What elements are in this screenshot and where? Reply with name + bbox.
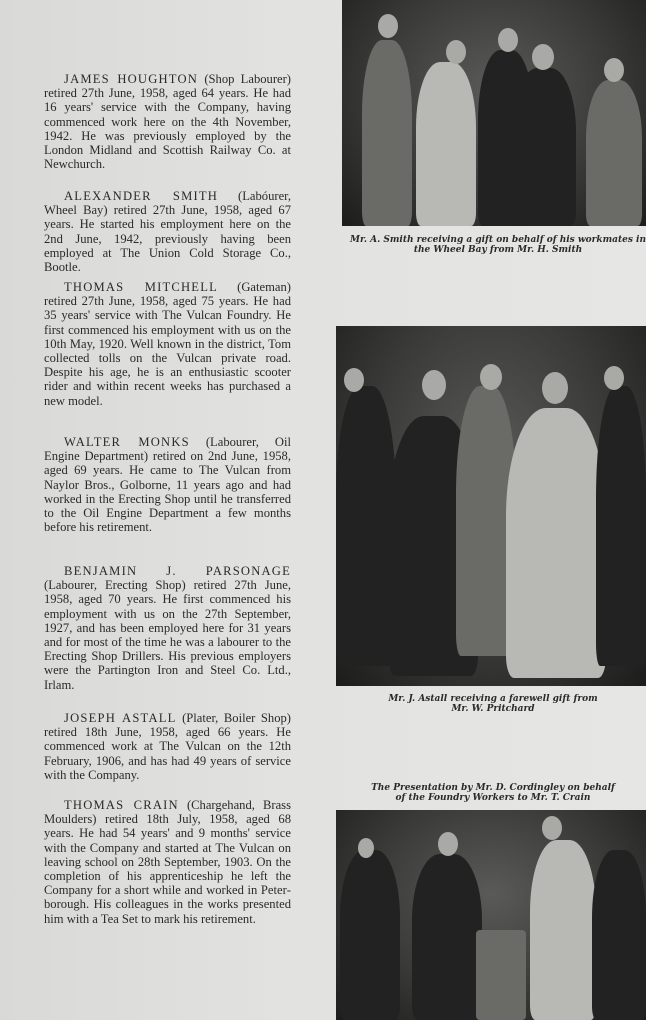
- caption-crain: The Presentation by Mr. D. Cordingley on behalf of the Foundry Workers to Mr. T. Crain: [371, 783, 615, 803]
- article-joseph-astall: JOSEPH ASTALL (Plater, Boiler Shop) retired 18th June, 1958, aged 66 years. He commenced work at The Vulcan on the 12th February, 1906, and has had 49 years of service with the Company.: [44, 711, 291, 782]
- article-james-houghton: JAMES HOUGHTON (Shop Labourer) retired 27th June, 1958, aged 64 years. He had 16 years' service with the Company, having commenced work here on the 4th November, 1942. He was previously employed by the London Midland and Scottish Railway Co. at Newchurch.: [44, 72, 292, 172]
- caption-astall: Mr. J. Astall receiving a farewell gift from Mr. W. Pritchard: [388, 694, 598, 714]
- caption-smith: Mr. A. Smith receiving a gift on behalf of his workmates in the Wheel Bay from Mr. H. Smith: [350, 235, 646, 255]
- article-benjamin-parsonage: BENJAMIN J. PARSONAGE (Labourer, Erecting Shop) retired 27th June, 1958, aged 70 years. He first commenced his employment with us on the 27th September, 1927, and has been employed here for 31 years and for most of the time he was a labourer to the Erecting Shop Drillers. His previous employers were the Partington Iron and Steel Co. Ltd., Irlam.: [44, 564, 291, 692]
- article-alexander-smith: ALEXANDER SMITH (Labóurer, Wheel Bay) retired 27th June, 1958, aged 67 years. He started his employment here on the 2nd June, 1942, previously having been employed at The Union Cold Storage Co., Bootle.: [44, 189, 291, 275]
- article-walter-monks: WALTER MONKS (Labourer, Oil Engine Department) retired on 2nd June, 1958, aged 69 years. He came to The Vulcan from Naylor Bros., Golborne, 11 years ago and had worked in the Erecting Shop until he transferred to the Oil Engine Department a few months before his retirement.: [44, 435, 291, 535]
- article-thomas-mitchell: THOMAS MITCHELL (Gateman) retired 27th June, 1958, aged 75 years. He had 35 years' service with The Vulcan Foundry. He first commenced his employment with us on the 10th May, 1920. Well known in the district, Tom collected tolls on the Vulcan private road. Despite his age, he is an enthusiastic scooter rider and within recent weeks has purchased a new model.: [44, 280, 291, 408]
- photo-crain-presentation: [336, 810, 646, 1020]
- photo-astall-presentation: [336, 326, 646, 686]
- article-thomas-crain: THOMAS CRAIN (Chargehand, Brass Moulders) retired 18th July, 1958, aged 68 years. He had 54 years' and 9 months' service with the Company and started at The Vulcan on leaving school on 28th September, 1903. On the completion of his apprenticeship he left the Company for a short while and worked in Peterborough. His colleagues in the works presented him with a Tea Set to mark his retirement.: [44, 798, 291, 926]
- photo-smith-presentation: [342, 0, 646, 226]
